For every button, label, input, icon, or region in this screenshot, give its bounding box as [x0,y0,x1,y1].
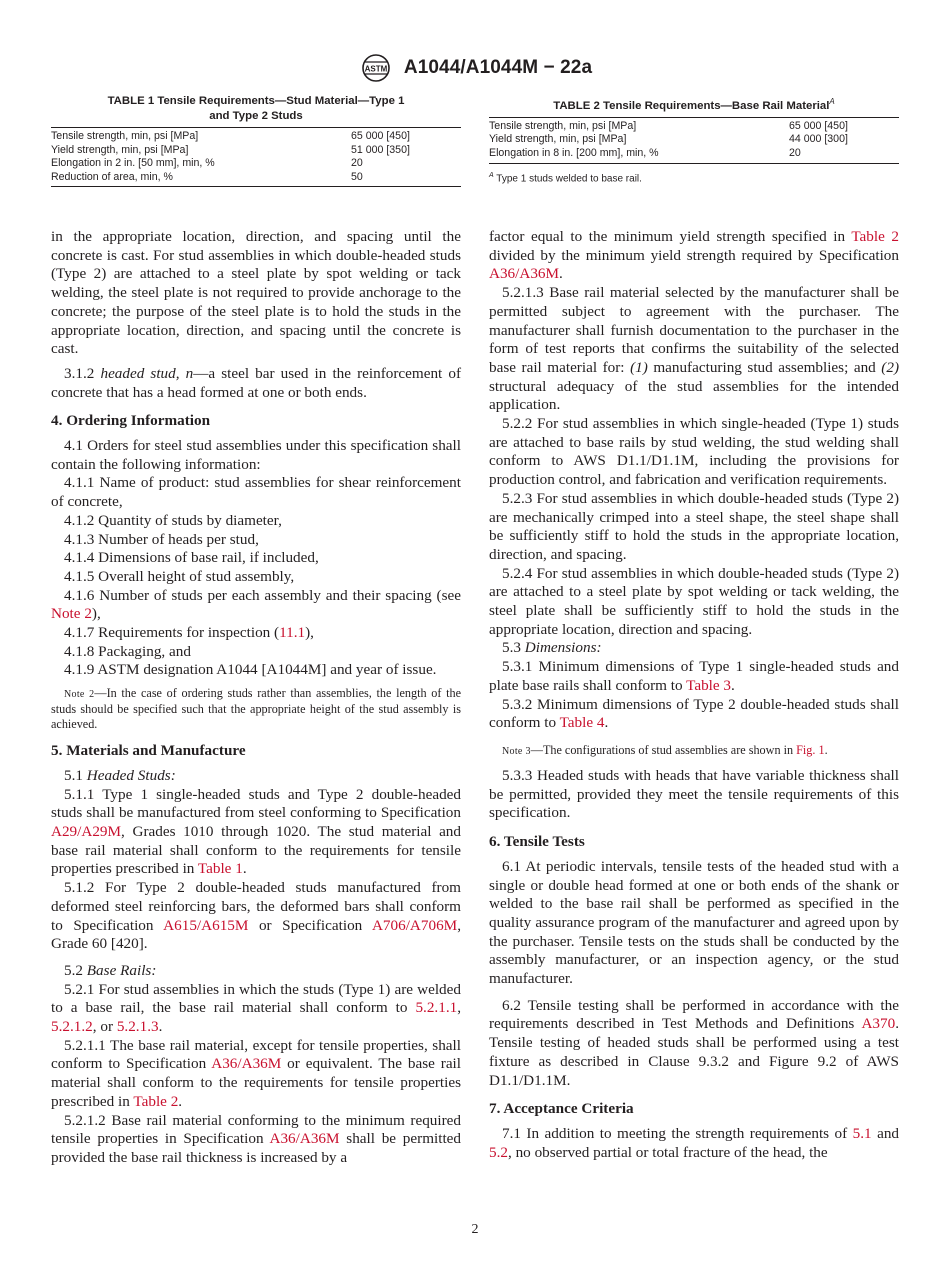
document-designation: A1044/A1044M − 22a [403,57,593,78]
paragraph-4-1-2: 4.1.2 Quantity of studs by diameter, [64,511,282,529]
a36-link[interactable]: A36/A36M [269,1130,340,1148]
page-header [0,52,950,84]
paragraph-6-1: 6.1 At periodic intervals, tensile tests of the headed stud with a single or double head formed at one or both ends of the shank or welded to the base rail shall be performed as specified in the quality assurance program of the manufacturer and agreed upon by the purchaser. Tensile tests on the studs shall be conducted by the assembly manufacturer, or an inspection agency, or the stud manufacturer. [489,857,899,988]
table-row: Tensile strength, min, psi [MPa] 65 000 [450] [51,128,461,144]
paragraph-5-1-1: 5.1.1 Type 1 single-headed studs and Type 2 double-headed studs shall be manufactured from steel conforming to Specification A29/A29M, Grades 1010 through 1020. The stud material and base rail material shall conform to the requirements for tensile properties prescribed in Table 1. [51,785,461,878]
a370-link[interactable]: A370 [861,1015,896,1033]
paragraph-3-1-1-continued: in the appropriate location, direction, and spacing until the concrete is cast. For stud assemblies in which double-headed studs (Type 2) are attached to a steel plate by spot welding or tack welding, the steel plate is not required to provide anchorage to the concrete; the purpose of the steel plate is to hold the studs in the appropriate location, direction, and spacing until the concrete is cast. [51,228,461,358]
paragraph-5-2-3: 5.2.3 For stud assemblies in which double-headed studs (Type 2) are mechanically crimped into a steel shape, the steel shape shall be sufficiently stiff to hold the studs in the appropriate location, direction, and spacing. [489,489,899,563]
paragraph-5-1: 5.1 Headed Studs: [64,766,176,784]
section-5-2-1-1-link[interactable]: 5.2.1.1 [415,999,458,1017]
table-row: Reduction of area, min, % 50 [51,171,461,187]
section-5-2-1-3-link[interactable]: 5.2.1.3 [116,1018,159,1036]
page-number: 2 [471,1222,479,1237]
note-2-link[interactable]: Note 2 [51,605,92,623]
table-4-link[interactable]: Table 4 [559,714,605,732]
table-row: Yield strength, min, psi [MPa] 44 000 [300] [489,133,848,146]
table-1-grid [51,127,461,187]
table-row: Tensile strength, min, psi [MPa] 65 000 [450] [489,117,899,133]
table-2-link[interactable]: Table 2 [851,228,899,245]
paragraph-4-1-3: 4.1.3 Number of heads per stud, [64,530,259,548]
section-heading-6: 6. Tensile Tests [489,833,585,851]
a29-link[interactable]: A29/A29M [51,822,122,840]
paragraph-4-1-8: 4.1.8 Packaging, and [64,642,191,660]
table-2-grid [489,117,899,164]
note-3: Note 3—The configurations of stud assemblies are shown in Fig. 1. [502,742,828,757]
paragraph-4-1-9: 4.1.9 ASTM designation A1044 [A1044M] and year of issue. [64,661,437,679]
a706-link[interactable]: A706/A706M [371,916,458,934]
table-row: Yield strength, min, psi [MPa] 51 000 [350] [51,143,410,156]
paragraph-5-2-1-2-continued: factor equal to the minimum yield strength specified in Table 2 divided by the minimum yield strength required by Specification A36/A36M. [489,228,899,283]
paragraph-5-2-2: 5.2.2 For stud assemblies in which single-headed (Type 1) studs are attached to base rails by stud welding, the stud welding shall conform to AWS D1.1/D1.1M, including the provisions for production control, and fabrication and verification requirements. [489,415,899,489]
paragraph-4-1-7: 4.1.7 Requirements for inspection (11.1), [64,624,314,642]
section-5-2-link[interactable]: 5.2 [489,1143,508,1161]
table-2-footnote: $^A$ Type 1 studs welded to base rail. [489,171,642,184]
paragraph-6-2: 6.2 Tensile testing shall be performed in accordance with the requirements described in Test Methods and Definitions A370. Tensile testing of headed studs shall be performed using a test fixture as described in Clause 9.3.2 and Figure 9.2 of AWS D1.1/D1.1M. [489,996,899,1089]
section-heading-5: 5. Materials and Manufacture [51,742,246,760]
table-1-title: TABLE 1 Tensile Requirements—Stud Material—Type 1 and Type 2 Studs [107,95,405,122]
table-2-title: TABLE 2 Tensile Requirements—Base Rail Material$^A$ [553,97,835,112]
section-11-1-link[interactable]: 11.1 [279,624,306,642]
section-heading-4: 4. Ordering Information [51,412,211,430]
paragraph-4-1-4: 4.1.4 Dimensions of base rail, if included, [64,549,319,567]
paragraph-4-1-1: 4.1.1 Name of product: stud assemblies for shear reinforcement of concrete, [51,474,461,511]
section-5-1-link[interactable]: 5.1 [852,1124,872,1142]
paragraph-4-1-5: 4.1.5 Overall height of stud assembly, [64,567,295,585]
left-column [51,228,461,1168]
paragraph-5-3-1: 5.3.1 Minimum dimensions of Type 1 single-headed studs and plate base rails shall conform to Table 3. [489,658,899,694]
paragraph-5-2-1-2: 5.2.1.2 Base rail material conforming to the minimum required tensile properties in Specification A36/A36M shall be permitted provided the base rail thickness is increased by a [51,1111,461,1166]
svg-text:ASTM: ASTM [364,64,388,74]
paragraph-5-2-1-3: 5.2.1.3 Base rail material selected by the manufacturer shall be permitted subject to agreement with the purchaser. The manufacturer shall furnish documentation to the purchaser in the form of test reports that confirms the suitability of the selected base rail material for: (1) manufacturing stud assemblies; and (2) structural adequacy of the stud assemblies for the intended application. [489,284,900,414]
table-row: Elongation in 8 in. [200 mm], min, % 20 [489,147,899,163]
paragraph-4-1-6: 4.1.6 Number of studs per each assembly and their spacing (see Note 2), [51,586,461,623]
paragraph-5-2: 5.2 Base Rails: [64,961,157,979]
paragraph-5-1-2: 5.1.2 For Type 2 double-headed studs manufactured from deformed steel reinforcing bars, the deformed bars shall conform to Specification A615/A615M or Specification A706/A706M, Grade 60 [420]. [51,879,461,953]
table-2 [489,94,899,185]
section-5-2-1-2-link[interactable]: 5.2.1.2 [51,1018,93,1036]
table-1-link[interactable]: Table 1 [197,860,243,878]
note-2: Note 2—In the case of ordering studs rather than assemblies, the length of the studs should be specified such that the appropriate height of the stud assembly is achieved. [51,686,461,732]
paragraph-5-2-1: 5.2.1 For stud assemblies in which the studs (Type 1) are welded to a base rail, the base rail material shall conform to 5.2.1.1, 5.2.1.2, or 5.2.1.3. [51,980,461,1036]
paragraph-5-3-3: 5.3.3 Headed studs with heads that have variable thickness shall be permitted, provided they meet the tensile requirements of this specification. [489,766,899,822]
fig-1-link[interactable]: Fig. 1 [796,742,825,757]
paragraph-5-2-1-1: 5.2.1.1 The base rail material, except for tensile properties, shall conform to Specification A36/A36M or equivalent. The base rail material shall conform to the requirements for tensile properties prescribed in Table 2. [51,1036,461,1110]
astm-logo-icon [358,52,394,84]
table-3-link[interactable]: Table 3 [686,676,732,694]
right-column [489,228,899,1162]
table-1 [51,94,461,187]
paragraph-5-3: 5.3 Dimensions: [502,639,602,657]
section-heading-7: 7. Acceptance Criteria [489,1100,634,1118]
paragraph-7-1: 7.1 In addition to meeting the strength requirements of 5.1 and 5.2, no observed partial or total fracture of the head, the [489,1124,900,1161]
table-row: Elongation in 2 in. [50 mm], min, % 20 [51,157,363,170]
paragraph-4-1: 4.1 Orders for steel stud assemblies under this specification shall contain the following information: [51,437,461,473]
paragraph-5-2-4: 5.2.4 For stud assemblies in which double-headed studs (Type 2) are attached to a steel plate by spot welding or tack welding, the steel plate shall be sufficiently stiff to hold the studs in the appropriate location, direction and spacing. [489,564,899,638]
a36-link[interactable]: A36/A36M [211,1055,282,1073]
paragraph-3-1-2: 3.1.2 headed stud, n—a steel bar used in the reinforcement of concrete that has a head formed at one or both ends. [51,364,462,401]
a615-link[interactable]: A615/A615M [163,916,249,934]
table-2-link[interactable]: Table 2 [133,1092,179,1110]
paragraph-5-3-2: 5.3.2 Minimum dimensions of Type 2 double-headed studs shall conform to Table 4. [489,695,899,732]
a36-link[interactable]: A36/A36M [489,265,560,283]
